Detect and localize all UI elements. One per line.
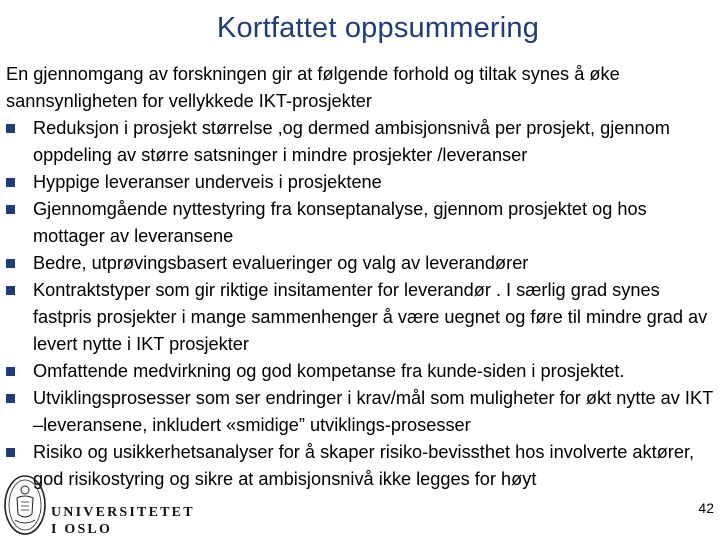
- list-item: Bedre, utprøvingsbasert evalueringer og valg av leverandører: [6, 250, 716, 277]
- university-seal-icon: [3, 474, 47, 536]
- slide-title: Kortfattet oppsummering: [216, 12, 540, 44]
- list-item: Risiko og usikkerhetsanalyser for å skaper risiko-bevissthet hos involverte aktører, god risikostyring og sikre at ambisjonsnivå ikke legges for høyt: [6, 439, 716, 493]
- list-item: Hyppige leveranser underveis i prosjektene: [6, 169, 716, 196]
- square-bullet-icon: [6, 205, 15, 214]
- square-bullet-icon: [6, 178, 15, 187]
- university-name: UNIVERSITETET I OSLO: [51, 505, 195, 537]
- list-item: Kontraktstyper som gir riktige insitamenter for leverandør . I særlig grad synes fastpris prosjekter i mange sammenhenger å være uegnet og føre til mindre grad av levert nytte i IKT prosjekter: [6, 277, 716, 358]
- list-item: Reduksjon i prosjekt størrelse ,og dermed ambisjonsnivå per prosjekt, gjennom oppdeling av større satsninger i mindre prosjekter /leveranser: [6, 115, 716, 169]
- intro-text: En gjennomgang av forskningen gir at følgende forhold og tiltak synes å øke sannsynligheten for vellykkede IKT-prosjekter: [6, 64, 620, 111]
- page-number: 42: [698, 500, 714, 516]
- square-bullet-icon: [6, 448, 15, 457]
- list-item: Gjennomgående nyttestyring fra konseptanalyse, gjennom prosjektet og hos mottager av leveransene: [6, 196, 716, 250]
- list-item: Omfattende medvirkning og god kompetanse fra kunde-siden i prosjektet.: [6, 358, 716, 385]
- bullet-list: [6, 115, 716, 493]
- square-bullet-icon: [6, 124, 15, 133]
- square-bullet-icon: [6, 394, 15, 403]
- slide-content: [6, 61, 716, 493]
- square-bullet-icon: [6, 367, 15, 376]
- university-logo: [3, 474, 195, 540]
- square-bullet-icon: [6, 286, 15, 295]
- list-item: Utviklingsprosesser som ser endringer i krav/mål som muligheter for økt nytte av IKT –leveransene, inkludert «smidige” utviklings-prosesser: [6, 385, 716, 439]
- square-bullet-icon: [6, 259, 15, 268]
